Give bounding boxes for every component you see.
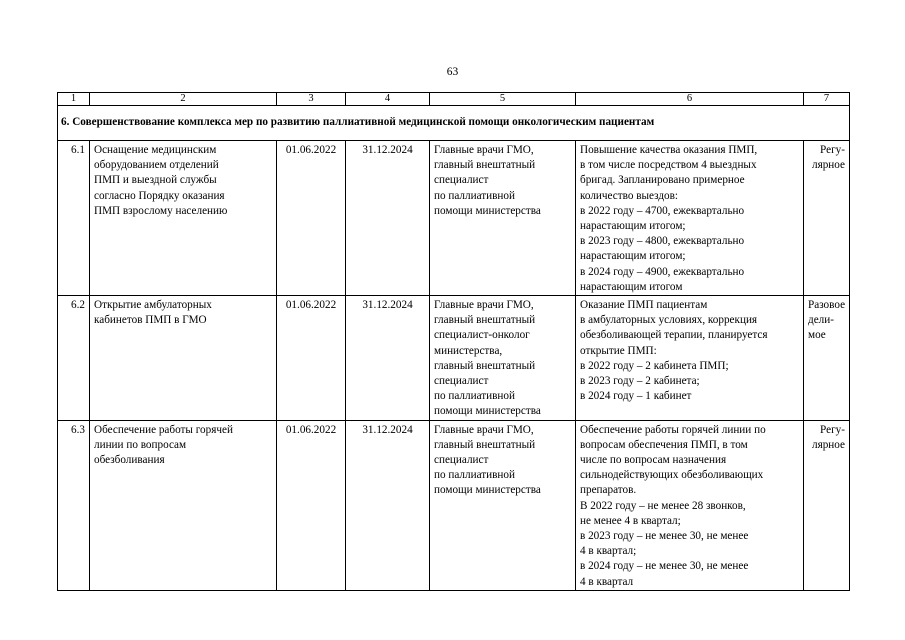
row-number: 6.2: [58, 296, 90, 421]
start-date-cell: 01.06.2022: [277, 420, 346, 590]
column-number: 4: [346, 93, 430, 106]
page-number: 63: [446, 66, 459, 78]
column-number-row: [58, 93, 850, 106]
end-date-cell: 31.12.2024: [346, 296, 430, 421]
end-date-cell: 31.12.2024: [346, 420, 430, 590]
column-number: 1: [58, 93, 90, 106]
table-row: [58, 141, 850, 296]
column-number: 6: [576, 93, 804, 106]
column-number: 5: [430, 93, 576, 106]
action-cell: Оснащение медицинским оборудованием отделений ПМП и выездной службы согласно Порядку оказания ПМП взрослому населению: [90, 141, 277, 296]
result-cell: Оказание ПМП пациентам в амбулаторных условиях, коррекция обезболивающей терапии, планируется открытие ПМП: в 2022 году – 2 кабинета ПМП; в 2023 году – 2 кабинета; в 2024 году – 1 кабинет: [576, 296, 804, 421]
column-number: 2: [90, 93, 277, 106]
result-cell: Обеспечение работы горячей линии по вопросам обеспечения ПМП, в том числе по вопросам назначения сильнодействующих обезболивающих препаратов. В 2022 году – не менее 28 звонков, не менее 4 в квартал; в 2023 году – не менее 30, не менее 4 в квартал; в 2024 году – не менее 30, не менее 4 в квартал: [576, 420, 804, 590]
table-row: [58, 420, 850, 590]
result-cell: Повышение качества оказания ПМП, в том числе посредством 4 выездных бригад. Запланировано примерное количество выездов: в 2022 году – 4700, ежеквартально нарастающим итогом; в 2023 году – 4800, ежеквартально нарастающим итогом; в 2024 году – 4900, ежеквартально нарастающим итогом: [576, 141, 804, 296]
section-title: 6. Совершенствование комплекса мер по развитию паллиативной медицинской помощи онкологическим пациентам: [58, 106, 850, 141]
end-date-cell: 31.12.2024: [346, 141, 430, 296]
action-cell: Обеспечение работы горячей линии по вопросам обезболивания: [90, 420, 277, 590]
responsible-cell: Главные врачи ГМО, главный внештатный специалист по паллиативной помощи министерства: [430, 141, 576, 296]
row-number: 6.1: [58, 141, 90, 296]
action-plan-table: [57, 92, 850, 591]
type-cell: Регу- лярное: [804, 420, 850, 590]
responsible-cell: Главные врачи ГМО, главный внештатный специалист-онколог министерства, главный внештатный специалист по паллиативной помощи министерства: [430, 296, 576, 421]
responsible-cell: Главные врачи ГМО, главный внештатный специалист по паллиативной помощи министерства: [430, 420, 576, 590]
type-cell: Регу- лярное: [804, 141, 850, 296]
type-cell: Разовое дели- мое: [804, 296, 850, 421]
section-row: [58, 106, 850, 141]
start-date-cell: 01.06.2022: [277, 296, 346, 421]
table-row: [58, 296, 850, 421]
column-number: 3: [277, 93, 346, 106]
column-number: 7: [804, 93, 850, 106]
row-number: 6.3: [58, 420, 90, 590]
action-cell: Открытие амбулаторных кабинетов ПМП в ГМО: [90, 296, 277, 421]
start-date-cell: 01.06.2022: [277, 141, 346, 296]
